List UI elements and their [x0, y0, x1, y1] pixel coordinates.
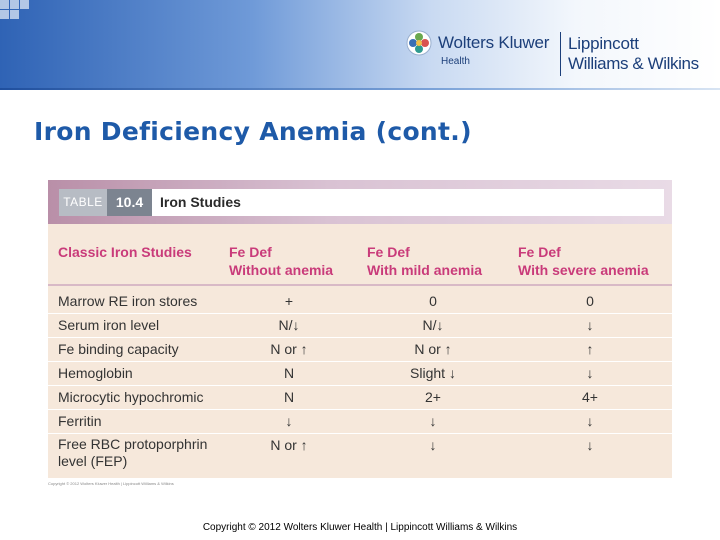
cell-value: ↑ — [586, 341, 594, 357]
row-label — [58, 436, 207, 470]
cell-value: ↓ — [429, 413, 437, 429]
cell-value: N/↓ — [422, 317, 444, 333]
header-separator — [48, 284, 672, 286]
cell-value: N or ↑ — [270, 437, 308, 453]
cell-value: N or ↑ — [270, 341, 308, 357]
table-row — [48, 410, 672, 434]
table-row — [48, 290, 672, 314]
cell-value: N/↓ — [278, 317, 300, 333]
cell-value: ↓ — [586, 413, 594, 429]
row-label: Microcytic hypochromic — [58, 389, 204, 405]
row-label: Hemoglobin — [58, 365, 133, 381]
column-header-line: With severe anemia — [518, 262, 649, 278]
corner-decoration — [0, 0, 40, 24]
column-header-without-anemia — [229, 243, 333, 279]
cell-value: N — [283, 389, 295, 405]
publisher-line-1: Lippincott — [568, 34, 639, 53]
column-header-severe-anemia — [518, 243, 649, 279]
row-label: Fe binding capacity — [58, 341, 179, 357]
table-row — [48, 314, 672, 338]
column-header-line: Fe Def — [367, 244, 410, 260]
cell-value: ↓ — [586, 437, 594, 453]
row-label-line: level (FEP) — [58, 453, 128, 469]
cell-value: ↓ — [285, 413, 293, 429]
column-header-line: Without anemia — [229, 262, 334, 278]
slide-title: Iron Deficiency Anemia (cont.) — [34, 117, 472, 146]
table-number: 10.4 — [107, 189, 152, 216]
cell-value: 2+ — [425, 389, 441, 405]
cell-value: N — [283, 365, 295, 381]
publisher-line-2: Williams & Wilkins — [568, 54, 699, 73]
table-row — [48, 434, 672, 472]
division-name: Health — [441, 56, 470, 67]
footer-copyright: Copyright © 2012 Wolters Kluwer Health | Lippincott Williams & Wilkins — [202, 522, 518, 533]
column-header-line: Fe Def — [518, 244, 561, 260]
company-name: Wolters Kluwer — [438, 33, 550, 52]
cell-value: 0 — [586, 293, 594, 309]
table-row — [48, 362, 672, 386]
row-label: Serum iron level — [58, 317, 160, 333]
cell-value: Slight ↓ — [410, 365, 456, 381]
column-header-classic — [58, 243, 192, 261]
cell-value: ↓ — [429, 437, 437, 453]
column-header-line: Fe Def — [229, 244, 272, 260]
header-underline — [0, 88, 720, 90]
cell-value: + — [284, 293, 294, 309]
column-header-line: With mild anemia — [367, 262, 483, 278]
table-title: Iron Studies — [160, 194, 241, 210]
table-copyright: Copyright © 2012 Wolters Kluwer Health | Lippincott Williams & Wilkins — [48, 481, 174, 486]
cell-value: ↓ — [586, 365, 594, 381]
table-tag: TABLE — [59, 189, 107, 216]
wolters-kluwer-logo-icon — [406, 30, 432, 56]
column-header-mild-anemia — [367, 243, 482, 279]
row-label-line: Free RBC protoporphrin — [58, 436, 208, 452]
cell-value: 4+ — [582, 389, 598, 405]
table-row — [48, 386, 672, 410]
row-label: Marrow RE iron stores — [58, 293, 198, 309]
table-row — [48, 338, 672, 362]
iron-studies-table — [48, 180, 672, 478]
brand-divider — [560, 32, 561, 76]
cell-value: 0 — [429, 293, 437, 309]
column-header-line: Classic Iron Studies — [58, 244, 192, 260]
cell-value: ↓ — [586, 317, 594, 333]
row-label: Ferritin — [58, 413, 102, 429]
cell-value: N or ↑ — [414, 341, 452, 357]
